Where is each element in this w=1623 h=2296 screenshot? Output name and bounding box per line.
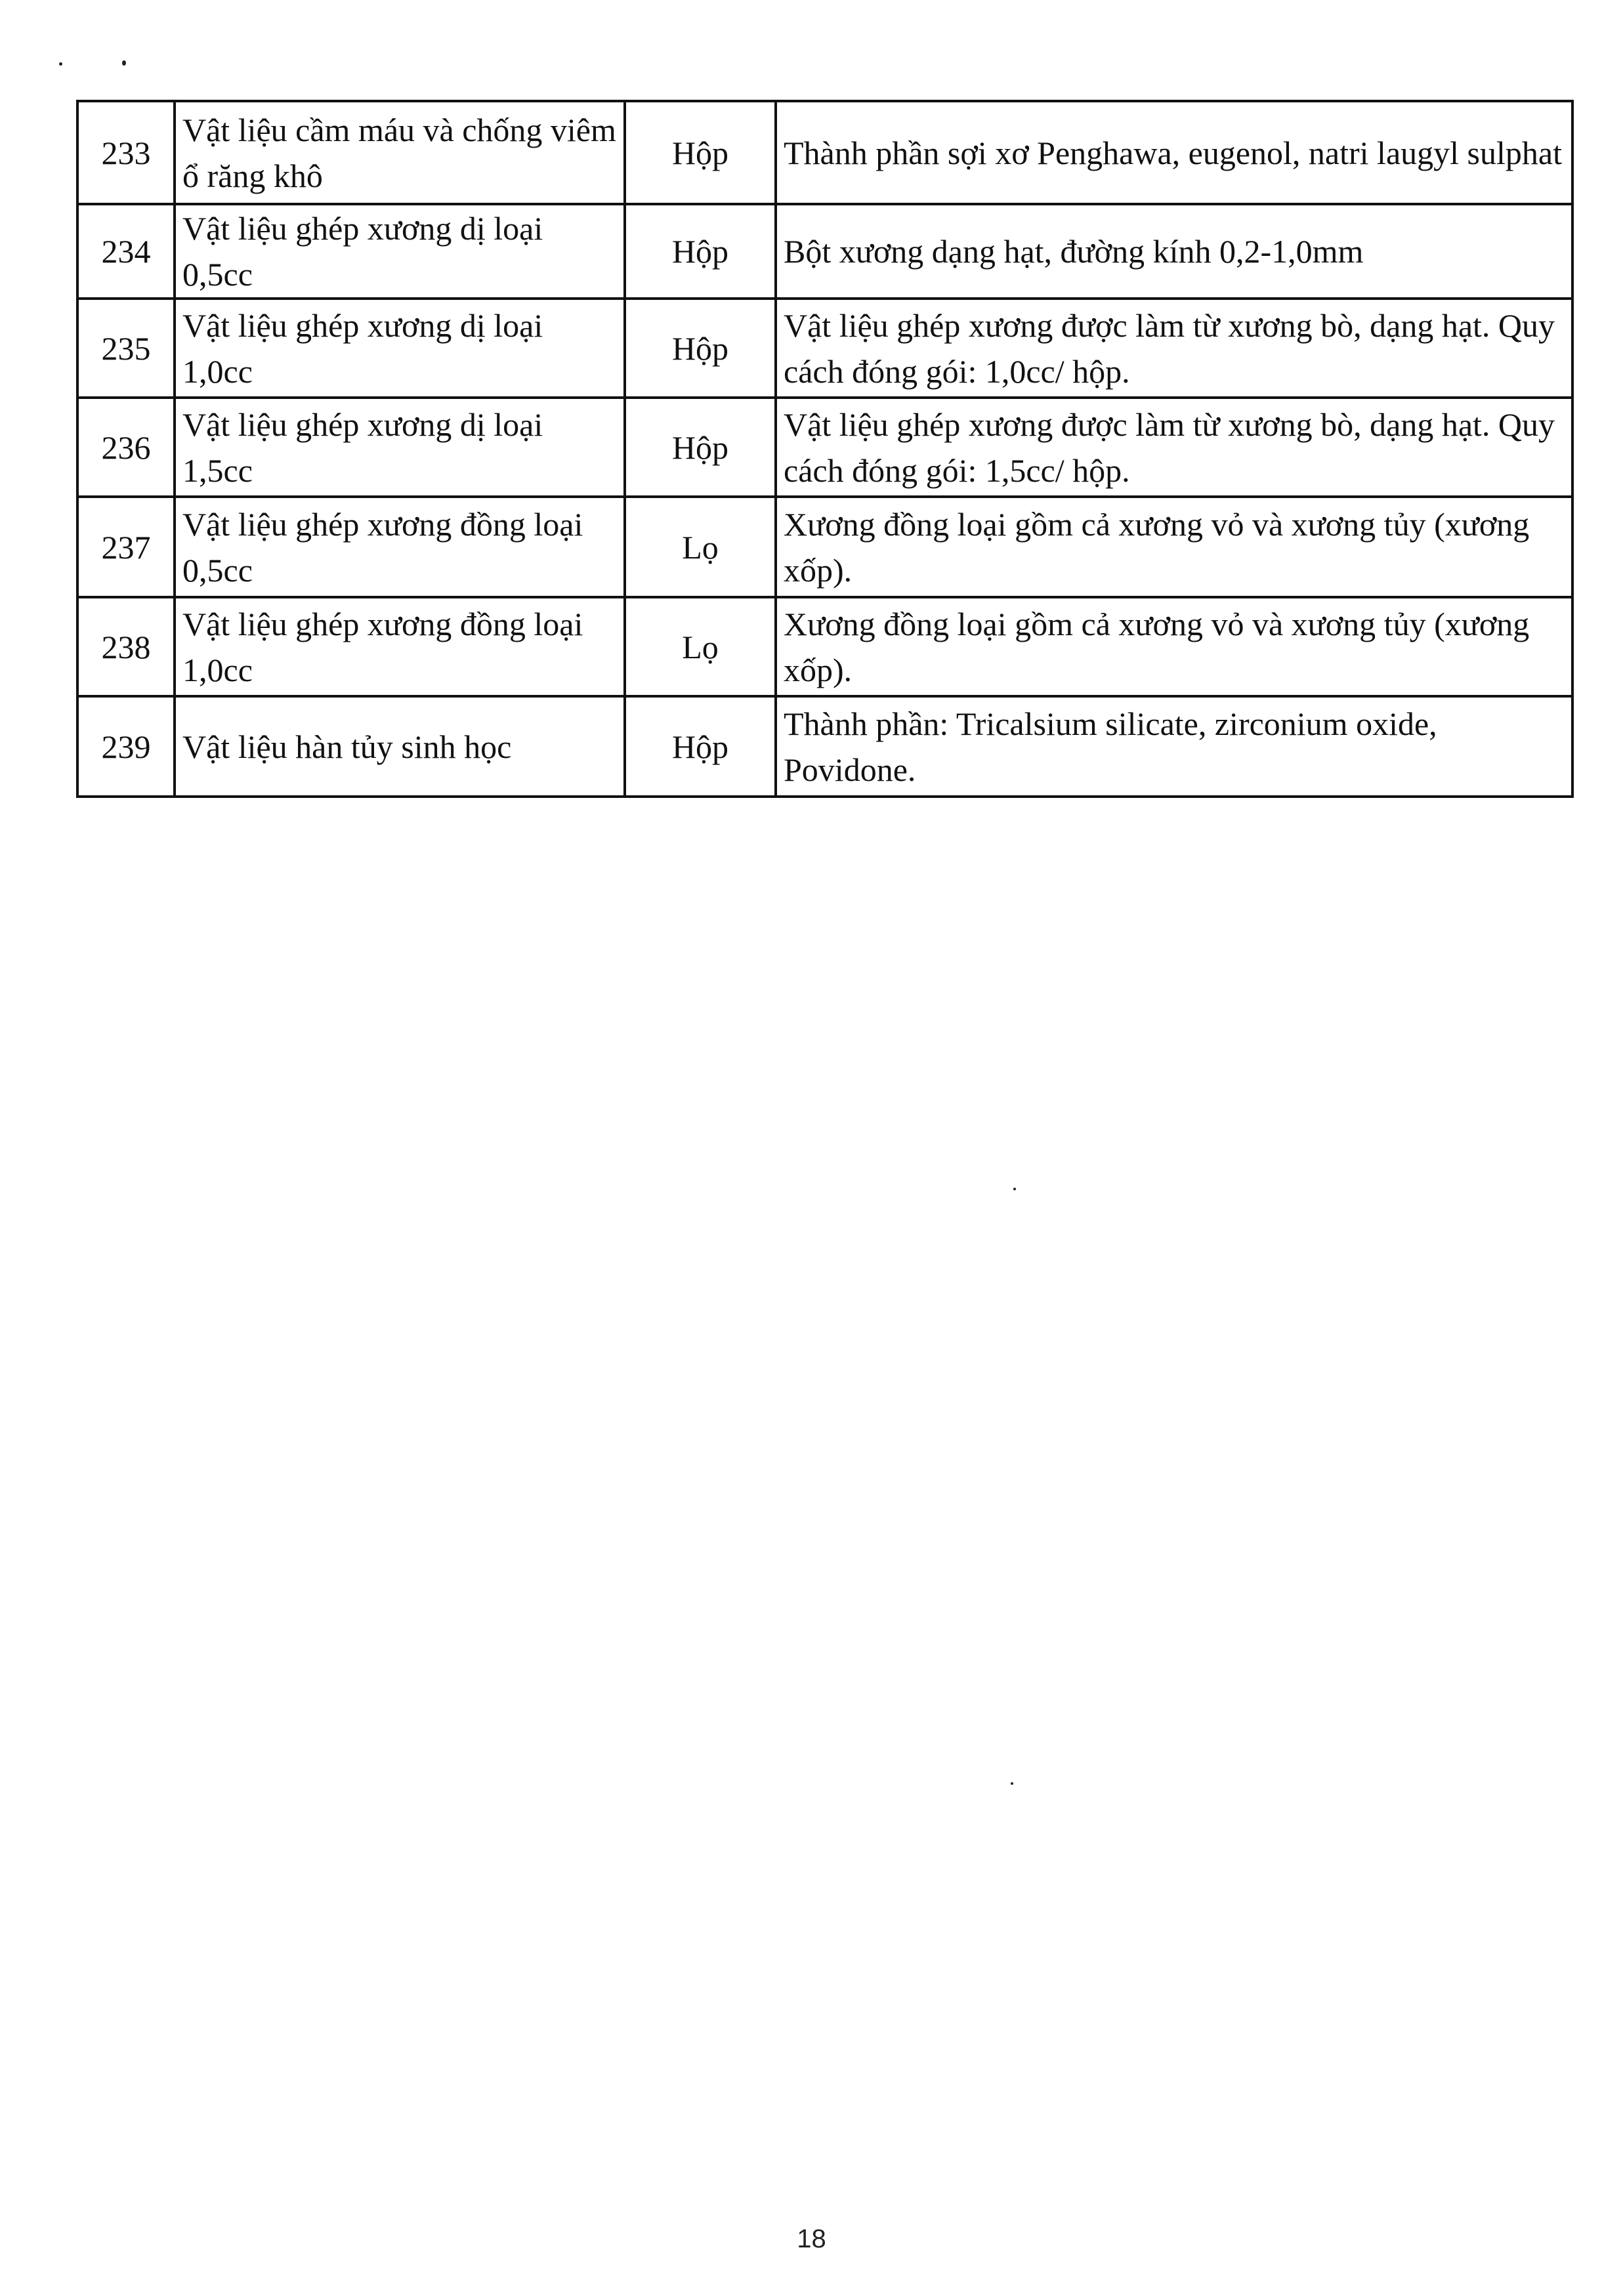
item-specification: Xương đồng loại gồm cả xương vỏ và xương tủy (xương xốp).: [776, 597, 1572, 696]
row-number: 233: [77, 101, 175, 204]
item-specification: Thành phần sợi xơ Penghawa, eugenol, natri laugyl sulphat: [776, 101, 1572, 204]
item-name: Vật liệu ghép xương đồng loại 0,5cc: [175, 497, 625, 597]
item-name: Vật liệu ghép xương dị loại 0,5cc: [175, 204, 625, 299]
row-number: 235: [77, 299, 175, 398]
scan-speck: [1013, 1188, 1016, 1190]
item-unit: Hộp: [625, 299, 776, 398]
row-number: 238: [77, 597, 175, 696]
item-name: Vật liệu ghép xương dị loại 1,0cc: [175, 299, 625, 398]
item-specification: Vật liệu ghép xương được làm từ xương bò, dạng hạt. Quy cách đóng gói: 1,5cc/ hộp.: [776, 398, 1572, 497]
item-name: Vật liệu ghép xương dị loại 1,5cc: [175, 398, 625, 497]
item-specification: Xương đồng loại gồm cả xương vỏ và xương tủy (xương xốp).: [776, 497, 1572, 597]
scan-speck: [122, 60, 126, 66]
row-number: 239: [77, 696, 175, 797]
item-name: Vật liệu ghép xương đồng loại 1,0cc: [175, 597, 625, 696]
table-row: [77, 497, 1572, 597]
table-row: [77, 299, 1572, 398]
table-row: [77, 696, 1572, 797]
item-name: Vật liệu cầm máu và chống viêm ổ răng khô: [175, 101, 625, 204]
row-number: 236: [77, 398, 175, 497]
table-row: [77, 101, 1572, 204]
scan-speck: [59, 62, 62, 66]
item-unit: Hộp: [625, 101, 776, 204]
item-unit: Lọ: [625, 597, 776, 696]
row-number: 237: [77, 497, 175, 597]
materials-table: [76, 100, 1574, 798]
item-specification: Thành phần: Tricalsium silicate, zirconium oxide, Povidone.: [776, 696, 1572, 797]
item-unit: Hộp: [625, 398, 776, 497]
item-name: Vật liệu hàn tủy sinh học: [175, 696, 625, 797]
page-number: 18: [797, 2224, 826, 2253]
item-specification: Vật liệu ghép xương được làm từ xương bò, dạng hạt. Quy cách đóng gói: 1,0cc/ hộp.: [776, 299, 1572, 398]
item-specification: Bột xương dạng hạt, đường kính 0,2-1,0mm: [776, 204, 1572, 299]
item-unit: Lọ: [625, 497, 776, 597]
table-row: [77, 597, 1572, 696]
item-unit: Hộp: [625, 204, 776, 299]
table-row: [77, 204, 1572, 299]
item-unit: Hộp: [625, 696, 776, 797]
row-number: 234: [77, 204, 175, 299]
scan-speck: [1011, 1782, 1013, 1785]
table-row: [77, 398, 1572, 497]
